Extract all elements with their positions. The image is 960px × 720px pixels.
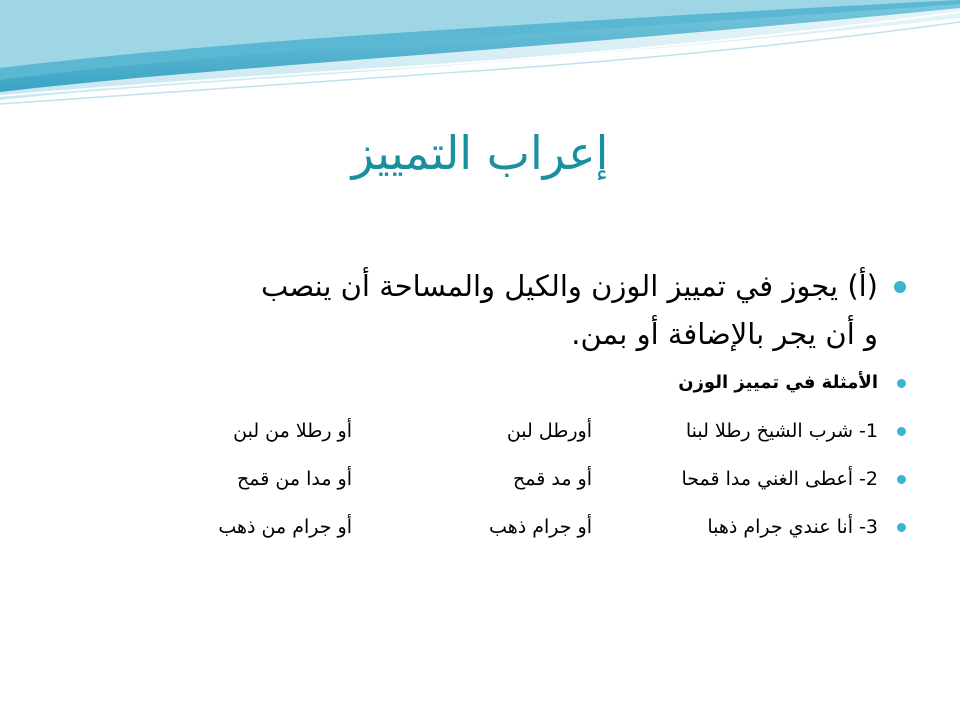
example-number: 2-: [859, 468, 878, 490]
example-alternative-1: أورطل لبن: [506, 420, 592, 442]
main-point-line-1: (أ) يجوز في تمييز الوزن والكيل والمساحة أن ينصب: [260, 269, 878, 303]
example-row-3: [60, 512, 912, 542]
example-sentence: [707, 512, 878, 542]
bullet-icon: [897, 427, 906, 436]
example-alternative-2: أو جرام من ذهب: [218, 516, 352, 538]
bullet-icon: [897, 379, 906, 388]
main-point-line-2: و أن يجر بالإضافة أو بمن.: [571, 317, 878, 351]
example-sentence-text: أعطى الغني مدا قمحا: [681, 468, 853, 490]
example-number: 3-: [859, 516, 878, 538]
bullet-icon: [897, 475, 906, 484]
example-number: 1-: [859, 420, 878, 442]
main-point: [60, 262, 912, 358]
examples-heading: [60, 368, 912, 398]
example-row-2: [60, 464, 912, 494]
slide-content: [60, 262, 912, 542]
example-alternative-2: أو مدا من قمح: [237, 468, 352, 490]
examples-heading-text: الأمثلة في تمييز الوزن: [678, 372, 878, 393]
slide-title: إعراب التمييز: [351, 126, 609, 180]
example-alternative-2: أو رطلا من لبن: [233, 420, 352, 442]
header-wave-decoration: [0, 0, 960, 110]
example-alternative-1: أو جرام ذهب: [489, 516, 592, 538]
example-row-1: [60, 416, 912, 446]
example-sentence-text: شرب الشيخ رطلا لبنا: [685, 420, 853, 442]
example-alternative-1: أو مد قمح: [512, 468, 592, 490]
example-sentence: [681, 464, 878, 494]
example-sentence: [686, 416, 878, 446]
bullet-icon: [894, 281, 906, 293]
bullet-icon: [897, 523, 906, 532]
example-sentence-text: أنا عندي جرام ذهبا: [707, 516, 853, 538]
